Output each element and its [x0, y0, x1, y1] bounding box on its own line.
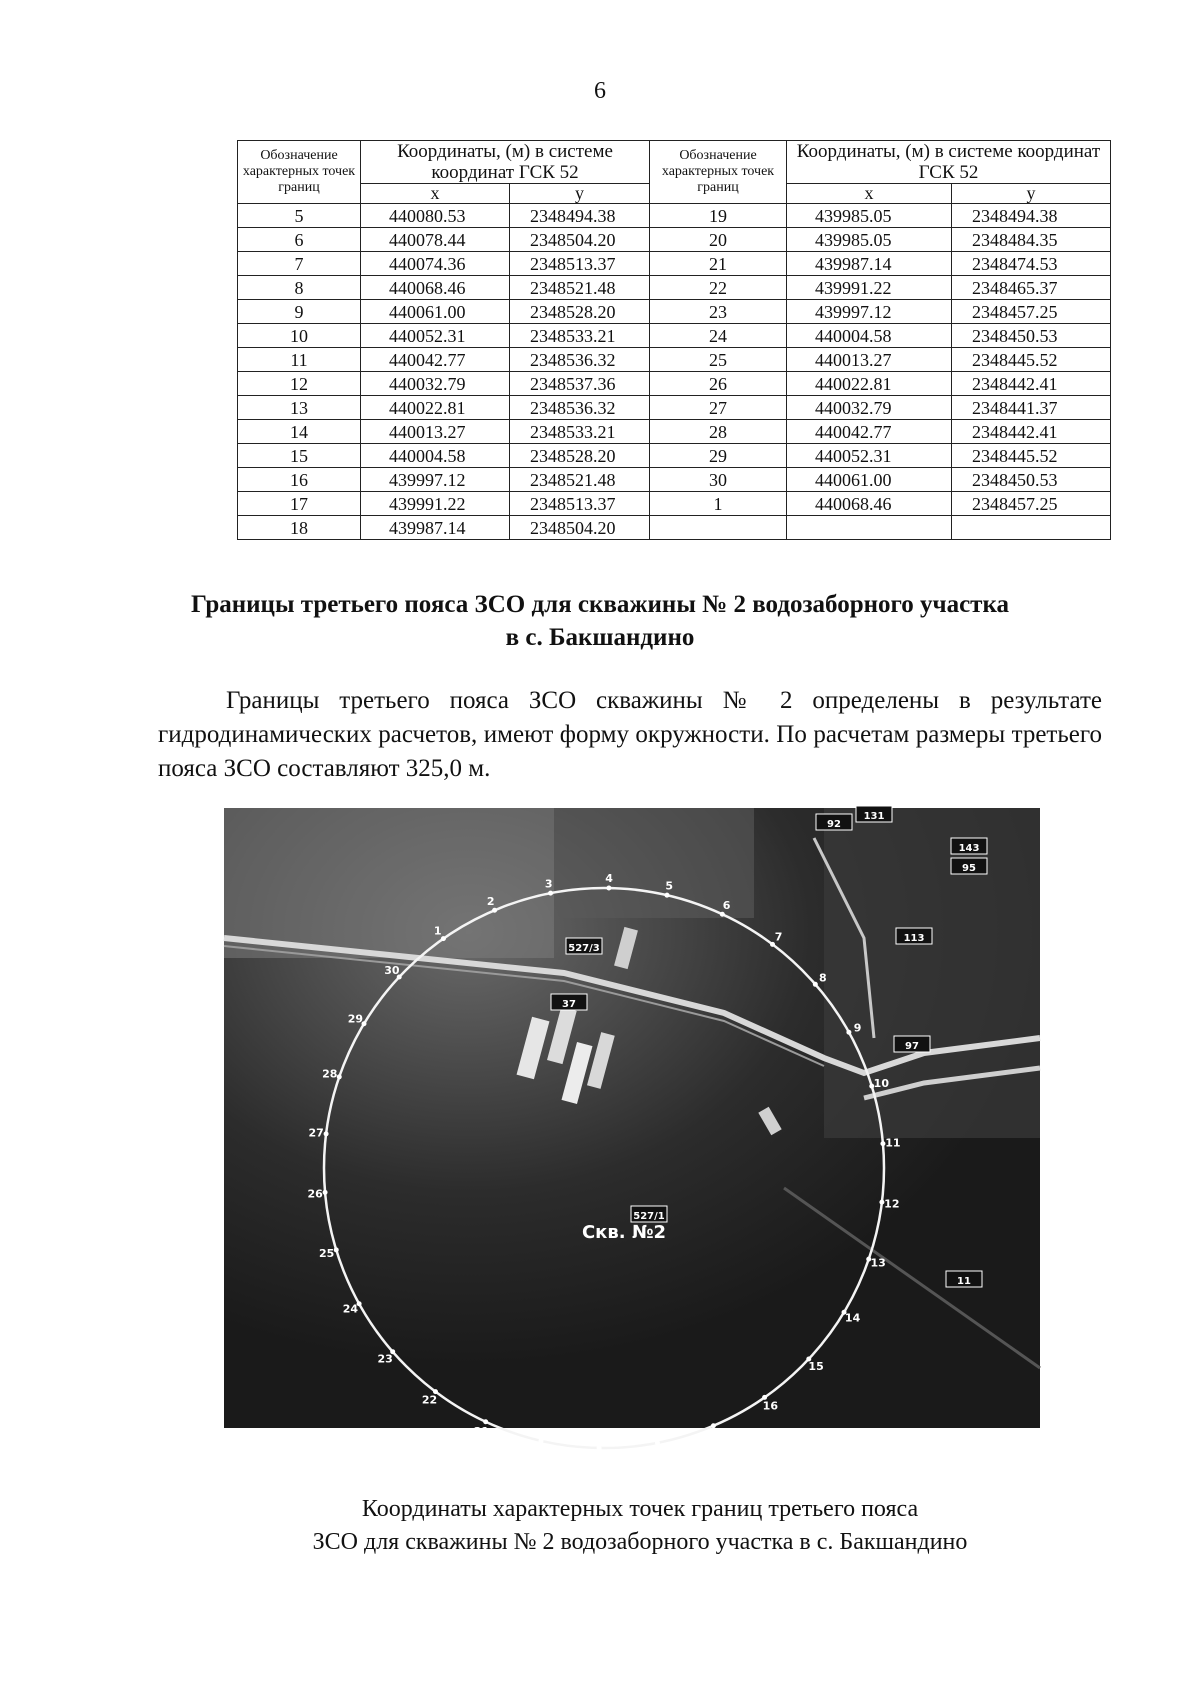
- boundary-point-marker: [483, 1419, 488, 1424]
- y-cell: 2348474.53: [952, 252, 1111, 276]
- boundary-point-label: 19: [591, 1451, 607, 1465]
- x-cell: 440068.46: [361, 276, 510, 300]
- boundary-point-marker: [337, 1074, 342, 1079]
- x-cell: [787, 516, 952, 540]
- x-cell: 439991.22: [787, 276, 952, 300]
- boundary-point-marker: [539, 1438, 544, 1443]
- parcel-label: 113: [903, 933, 925, 944]
- field-area: [224, 808, 554, 958]
- table-row: [238, 444, 1111, 468]
- boundary-point-marker: [711, 1423, 716, 1428]
- y-cell: 2348536.32: [510, 396, 650, 420]
- section-title: [140, 588, 1060, 654]
- parcel-label: 131: [863, 811, 885, 822]
- header-x-left: x: [361, 184, 510, 204]
- x-cell: 439987.14: [787, 252, 952, 276]
- caption-line2: ЗСО для скважины № 2 водозаборного участка в с. Бакшандино: [312, 1529, 968, 1555]
- boundary-point-marker: [548, 891, 553, 896]
- point-cell: [650, 516, 787, 540]
- y-cell: 2348513.37: [510, 492, 650, 516]
- point-cell: 30: [650, 468, 787, 492]
- x-cell: 439985.05: [787, 204, 952, 228]
- point-cell: 13: [238, 396, 361, 420]
- x-cell: 440013.27: [787, 348, 952, 372]
- header-points-right: Обозначение характерных точек границ: [650, 141, 787, 204]
- caption-line1: Координаты характерных точек границ третьего пояса: [361, 1496, 919, 1522]
- boundary-point-label: 3: [544, 877, 553, 891]
- point-cell: 7: [238, 252, 361, 276]
- boundary-point-marker: [324, 1131, 329, 1136]
- boundary-point-label: 18: [651, 1446, 667, 1460]
- y-cell: [952, 516, 1111, 540]
- point-cell: 14: [238, 420, 361, 444]
- boundary-point-label: 16: [762, 1399, 778, 1413]
- boundary-point-marker: [720, 912, 725, 917]
- boundary-point-label: 11: [885, 1136, 901, 1150]
- boundary-point-label: 21: [473, 1424, 490, 1438]
- y-cell: 2348536.32: [510, 348, 650, 372]
- x-cell: 439985.05: [787, 228, 952, 252]
- header-coords-left: Координаты, (м) в системе координат ГСК 52: [361, 141, 650, 184]
- boundary-point-marker: [597, 1445, 602, 1450]
- point-cell: 16: [238, 468, 361, 492]
- x-cell: 440078.44: [361, 228, 510, 252]
- point-cell: 25: [650, 348, 787, 372]
- y-cell: 2348504.20: [510, 228, 650, 252]
- y-cell: 2348494.38: [510, 204, 650, 228]
- y-cell: 2348528.20: [510, 300, 650, 324]
- boundary-point-label: 2: [486, 895, 495, 909]
- well-label: Скв. №2: [581, 1222, 667, 1243]
- boundary-point-label: 15: [808, 1359, 824, 1373]
- y-cell: 2348465.37: [952, 276, 1111, 300]
- point-cell: 24: [650, 324, 787, 348]
- point-cell: 15: [238, 444, 361, 468]
- table-body: [238, 204, 1111, 540]
- point-cell: 11: [238, 348, 361, 372]
- x-cell: 440032.79: [787, 396, 952, 420]
- boundary-point-marker: [655, 1440, 660, 1445]
- boundary-point-marker: [606, 886, 611, 891]
- point-cell: 29: [650, 444, 787, 468]
- y-cell: 2348533.21: [510, 324, 650, 348]
- village-area: [824, 808, 1040, 1138]
- table-row: [238, 396, 1111, 420]
- x-cell: 440052.31: [361, 324, 510, 348]
- y-cell: 2348450.53: [952, 468, 1111, 492]
- header-coords-right: Координаты, (м) в системе координат ГСК 52: [787, 141, 1111, 184]
- x-cell: 440061.00: [787, 468, 952, 492]
- table-row: [238, 204, 1111, 228]
- map-canvas: [224, 808, 1040, 1465]
- boundary-point-label: 12: [884, 1197, 900, 1211]
- y-cell: 2348441.37: [952, 396, 1111, 420]
- section-title-line1: Границы третьего пояса ЗСО для скважины № 2 водозаборного участка: [191, 591, 1009, 618]
- boundary-point-marker: [323, 1190, 328, 1195]
- boundary-point-label: 8: [819, 971, 827, 985]
- boundary-point-label: 1: [433, 924, 442, 938]
- parcel-label: 37: [562, 999, 576, 1010]
- y-cell: 2348457.25: [952, 300, 1111, 324]
- point-cell: 6: [238, 228, 361, 252]
- boundary-point-label: 24: [342, 1302, 359, 1316]
- boundary-point-label: 9: [853, 1021, 862, 1035]
- header-x-right: x: [787, 184, 952, 204]
- section-title-line2: в с. Бакшандино: [505, 624, 695, 651]
- point-cell: 9: [238, 300, 361, 324]
- x-cell: 439997.12: [361, 468, 510, 492]
- point-cell: 18: [238, 516, 361, 540]
- point-cell: 27: [650, 396, 787, 420]
- y-cell: 2348442.41: [952, 420, 1111, 444]
- point-cell: 1: [650, 492, 787, 516]
- table-row: [238, 300, 1111, 324]
- x-cell: 440074.36: [361, 252, 510, 276]
- caption: [200, 1493, 1080, 1559]
- body-paragraph: Границы третьего пояса ЗСО скважины № 2 определены в результате гидродинамических расчетов, имеют форму окружности. По расчетам размеры третьего пояса ЗСО составляют 325,0 м.: [158, 687, 1102, 782]
- y-cell: 2348494.38: [952, 204, 1111, 228]
- x-cell: 440061.00: [361, 300, 510, 324]
- boundary-point-label: 23: [377, 1352, 393, 1366]
- boundary-point-label: 30: [384, 964, 400, 978]
- y-cell: 2348521.48: [510, 468, 650, 492]
- boundary-point-label: 4: [605, 872, 613, 886]
- point-cell: 5: [238, 204, 361, 228]
- table-row: [238, 420, 1111, 444]
- header-points-left: Обозначение характерных точек границ: [238, 141, 361, 204]
- table-row: [238, 468, 1111, 492]
- y-cell: 2348533.21: [510, 420, 650, 444]
- satellite-map: [224, 808, 1040, 1465]
- x-cell: 440042.77: [361, 348, 510, 372]
- boundary-point-marker: [813, 982, 818, 987]
- table-row: [238, 252, 1111, 276]
- point-cell: 8: [238, 276, 361, 300]
- point-cell: 23: [650, 300, 787, 324]
- y-cell: 2348504.20: [510, 516, 650, 540]
- y-cell: 2348528.20: [510, 444, 650, 468]
- coordinates-table: [237, 140, 1111, 540]
- boundary-point-label: 7: [774, 930, 783, 944]
- boundary-point-label: 20: [531, 1444, 547, 1458]
- boundary-point-label: 6: [722, 899, 731, 913]
- x-cell: 440042.77: [787, 420, 952, 444]
- table-row: [238, 372, 1111, 396]
- point-cell: 17: [238, 492, 361, 516]
- boundary-point-label: 26: [307, 1187, 323, 1201]
- y-cell: 2348457.25: [952, 492, 1111, 516]
- boundary-point-label: 17: [709, 1428, 725, 1442]
- x-cell: 440013.27: [361, 420, 510, 444]
- page-number: 6: [594, 78, 606, 104]
- parcel-label: 97: [905, 1041, 919, 1052]
- parcel-label: 143: [958, 843, 980, 854]
- y-cell: 2348442.41: [952, 372, 1111, 396]
- boundary-point-label: 14: [844, 1311, 861, 1325]
- parcel-label: 92: [827, 819, 841, 830]
- boundary-point-marker: [492, 908, 497, 913]
- point-cell: 12: [238, 372, 361, 396]
- x-cell: 440022.81: [361, 396, 510, 420]
- boundary-point-label: 22: [421, 1393, 438, 1407]
- x-cell: 440004.58: [361, 444, 510, 468]
- point-cell: 22: [650, 276, 787, 300]
- boundary-point-marker: [846, 1030, 851, 1035]
- point-cell: 21: [650, 252, 787, 276]
- point-cell: 10: [238, 324, 361, 348]
- parcel-label: 527/3: [568, 943, 600, 954]
- boundary-point-label: 25: [319, 1246, 335, 1260]
- y-cell: 2348445.52: [952, 348, 1111, 372]
- boundary-point-label: 27: [308, 1126, 324, 1140]
- x-cell: 440080.53: [361, 204, 510, 228]
- boundary-point-marker: [664, 893, 669, 898]
- parcel-label: 11: [957, 1276, 971, 1287]
- y-cell: 2348537.36: [510, 372, 650, 396]
- x-cell: 439987.14: [361, 516, 510, 540]
- x-cell: 440022.81: [787, 372, 952, 396]
- y-cell: 2348513.37: [510, 252, 650, 276]
- y-cell: 2348445.52: [952, 444, 1111, 468]
- x-cell: 440004.58: [787, 324, 952, 348]
- point-cell: 26: [650, 372, 787, 396]
- boundary-point-label: 5: [665, 879, 674, 893]
- boundary-point-marker: [334, 1247, 339, 1252]
- point-cell: 19: [650, 204, 787, 228]
- table-row: [238, 348, 1111, 372]
- header-y-left: y: [510, 184, 650, 204]
- y-cell: 2348450.53: [952, 324, 1111, 348]
- boundary-point-label: 29: [347, 1012, 364, 1026]
- y-cell: 2348484.35: [952, 228, 1111, 252]
- boundary-point-label: 28: [322, 1067, 338, 1081]
- x-cell: 439991.22: [361, 492, 510, 516]
- x-cell: 440068.46: [787, 492, 952, 516]
- table-row: [238, 324, 1111, 348]
- y-cell: 2348521.48: [510, 276, 650, 300]
- boundary-point-label: 10: [873, 1077, 889, 1091]
- parcel-label: 95: [962, 863, 976, 874]
- table-row: [238, 516, 1111, 540]
- table-row: [238, 276, 1111, 300]
- x-cell: 440052.31: [787, 444, 952, 468]
- boundary-point-marker: [441, 936, 446, 941]
- table-row: [238, 492, 1111, 516]
- header-y-right: y: [952, 184, 1111, 204]
- boundary-point-label: 13: [870, 1256, 886, 1270]
- point-cell: 20: [650, 228, 787, 252]
- parcel-label: 527/1: [633, 1211, 665, 1222]
- table-row: [238, 228, 1111, 252]
- point-cell: 28: [650, 420, 787, 444]
- x-cell: 440032.79: [361, 372, 510, 396]
- x-cell: 439997.12: [787, 300, 952, 324]
